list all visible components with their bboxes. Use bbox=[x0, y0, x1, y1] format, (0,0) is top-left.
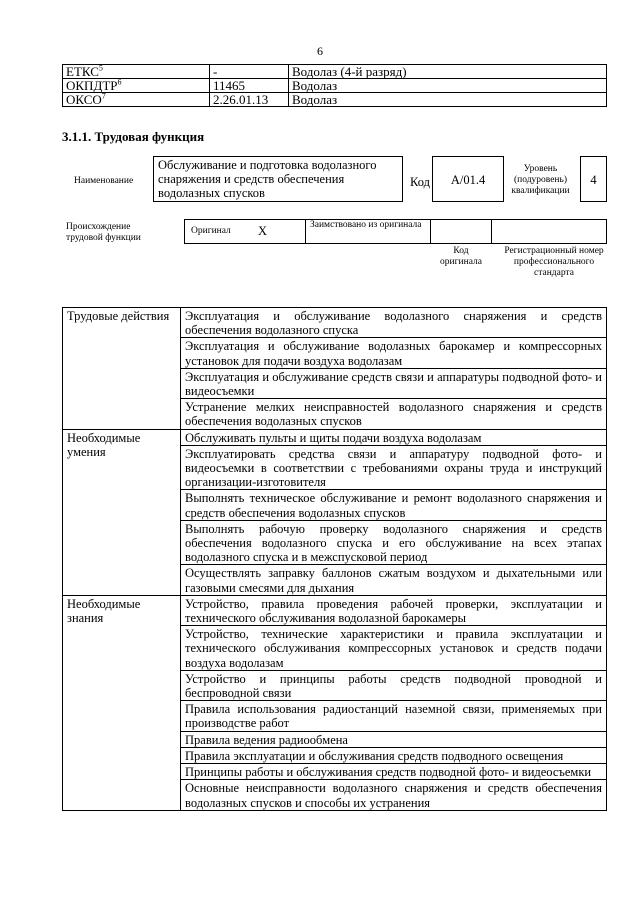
classifier-codes-table bbox=[62, 64, 607, 107]
original-mark: X bbox=[258, 224, 268, 238]
level-value: 4 bbox=[590, 173, 597, 187]
item-cell: Правила эксплуатации и обслуживания средств подводного освещения bbox=[181, 747, 607, 763]
origin-divider-3 bbox=[491, 219, 492, 244]
origin-divider-2 bbox=[430, 219, 431, 244]
item-cell: Эксплуатация и обслуживание водолазного снаряжения и средств обеспечения водолазного спуска bbox=[181, 308, 607, 338]
codes-row bbox=[63, 93, 607, 107]
function-code-value: А/01.4 bbox=[450, 173, 486, 187]
item-cell: Устройство, правила проведения рабочей проверки, эксплуатации и технического обслуживания водолазной барокамеры bbox=[181, 595, 607, 625]
item-cell: Эксплуатация и обслуживание водолазных барокамер и компрессорных установок для подачи воздуха водолазам bbox=[181, 338, 607, 368]
item-cell: Выполнять техническое обслуживание и ремонт водолазного снаряжения и средств обеспечения водолазных спусков bbox=[181, 490, 607, 520]
item-cell: Основные неисправности водолазного снаряжения и средств обеспечения водолазных спусков и способы их устранения bbox=[181, 780, 607, 810]
table-row bbox=[63, 429, 607, 445]
item-cell: Устранение мелких неисправностей водолазного снаряжения и средств обеспечения водолазных спусков bbox=[181, 399, 607, 429]
item-cell: Правила ведения радиообмена bbox=[181, 731, 607, 747]
level-label: Уровень (подуровень) квалификации bbox=[511, 164, 570, 196]
name-label: Наименование bbox=[74, 176, 134, 186]
item-cell: Устройство и принципы работы средств подводной проводной и беспроводной связи bbox=[181, 670, 607, 700]
item-cell: Обслуживать пульты и щиты подачи воздуха водолазам bbox=[181, 429, 607, 445]
table-row bbox=[63, 595, 607, 625]
code-original-caption: Код оригинала bbox=[440, 246, 482, 267]
labor-function-table bbox=[62, 307, 607, 811]
item-cell: Принципы работы и обслуживания средств подводной фото- и видеосъемки bbox=[181, 764, 607, 780]
codes-row bbox=[63, 79, 607, 93]
classifier-code: - bbox=[210, 65, 289, 79]
origin-divider-1 bbox=[305, 219, 306, 244]
section-title: 3.1.1. Трудовая функция bbox=[62, 129, 205, 144]
code-label: Код bbox=[410, 175, 430, 189]
classifier-code: 11465 bbox=[210, 79, 289, 93]
item-cell: Выполнять рабочую проверку водолазного снаряжения и средств обеспечения водолазного спуска и его обслуживание на всех этапах водолазного спуска и в межспусковой период bbox=[181, 520, 607, 565]
classifier-name: ОКСО$^7$ bbox=[63, 93, 210, 107]
codes-row bbox=[63, 65, 607, 79]
table-row bbox=[63, 308, 607, 338]
function-name-value: Обслуживание и подготовка водолазного снаряжения и средств обеспечения водолазных спусков bbox=[158, 158, 377, 200]
item-cell: Правила использования радиостанций наземной связи, применяемых при производстве работ bbox=[181, 701, 607, 731]
function-code-box bbox=[432, 156, 504, 202]
classifier-name: ЕТКС$^5$ bbox=[63, 65, 210, 79]
classifier-name: ОКПДТР$^6$ bbox=[63, 79, 210, 93]
category-cell: Необходимые знания bbox=[63, 595, 181, 810]
classifier-code: 2.26.01.13 bbox=[210, 93, 289, 107]
borrowed-label: Заимствовано из оригинала bbox=[310, 220, 422, 230]
original-label: Оригинал bbox=[191, 226, 231, 236]
reg-number-caption: Регистрационный номер профессионального стандарта bbox=[504, 246, 604, 278]
origin-label: Происхождение трудовой функции bbox=[66, 222, 141, 243]
item-cell: Устройство, технические характеристики и правила эксплуатации и технического обслуживания компрессорных установок и средств подачи воздуха водолазам bbox=[181, 626, 607, 671]
category-cell: Необходимые умения bbox=[63, 429, 181, 595]
item-cell: Эксплуатировать средства связи и аппаратуру подводной фото- и видеосъемки в соответствии с требованиями охраны труда и инструкций организации-изготовителя bbox=[181, 445, 607, 490]
classifier-title: Водолаз (4-й разряд) bbox=[289, 65, 607, 79]
category-cell: Трудовые действия bbox=[63, 308, 181, 430]
level-box bbox=[580, 156, 607, 202]
function-name-box bbox=[153, 156, 403, 202]
item-cell: Эксплуатация и обслуживание средств связи и аппаратуры подводной фото- и видеосъемки bbox=[181, 368, 607, 398]
page-number: 6 bbox=[317, 44, 323, 58]
item-cell: Осуществлять заправку баллонов сжатым воздухом и дыхательными или газовыми смесями для дыхания bbox=[181, 565, 607, 595]
classifier-title: Водолаз bbox=[289, 93, 607, 107]
classifier-title: Водолаз bbox=[289, 79, 607, 93]
